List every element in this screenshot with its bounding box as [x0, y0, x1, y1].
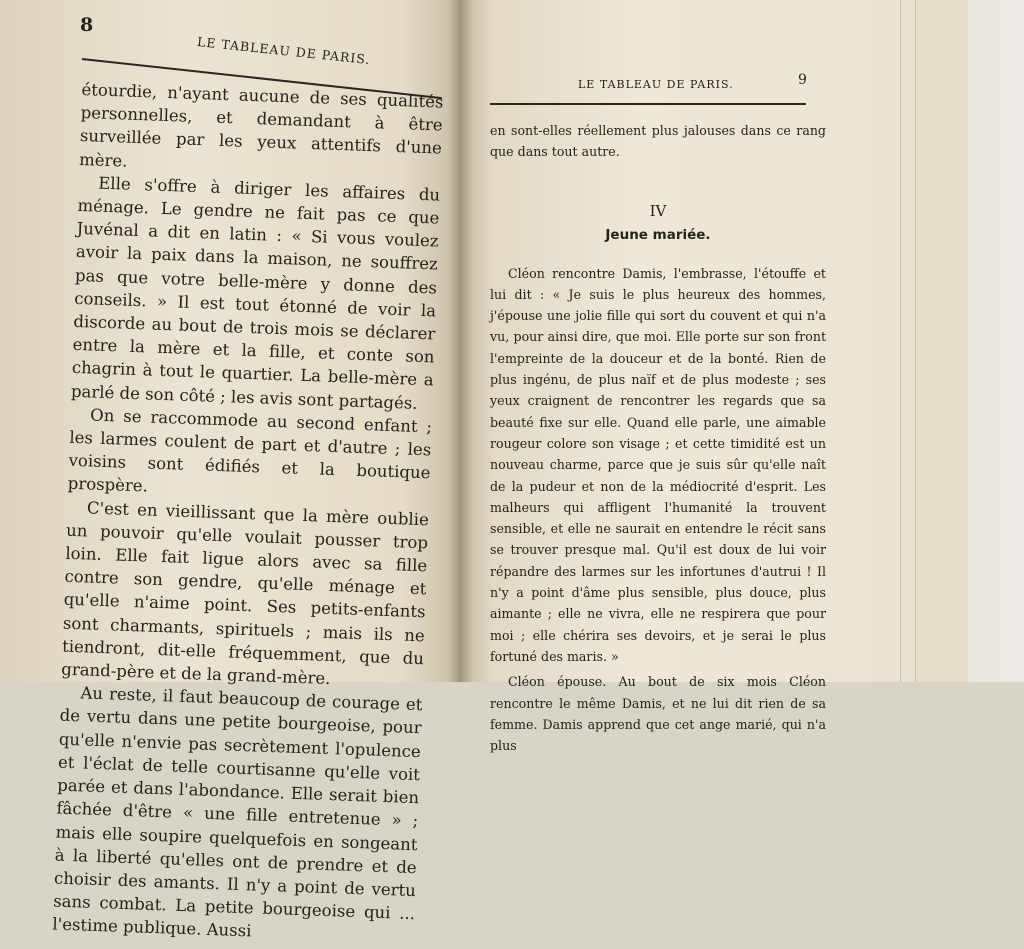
paragraph: Elle s'offre à diriger les affaires du ménage. Le gendre ne fait pas ce que Juvénal a dit en latin : « Si vous voulez avoir la paix dans la maison, ne souffrez pas que votre belle-mère y donne des conseils. » Il est tout étonné de voir la discorde au bout de trois mois se déclarer entre la mère et la fille, et conte son chagrin à tout le quartier. La belle-mère a parlé de son côté ; les avis sont partagés.: [70, 173, 441, 413]
running-head: LE TABLEAU DE PARIS.: [196, 34, 372, 68]
page-number: 8: [80, 14, 94, 36]
header-rule: [490, 103, 806, 105]
paragraph: C'est en vieillissant que la mère oublie un pouvoir qu'elle voulait pousser trop loin. Elle fait ligue alors avec sa fille contre son gendre, qu'elle ménage et qu'elle n'aime point. Ses petits-enfants sont charmants, spirituels ; mais ils ne tiendront, dit-elle fréquemment, que du grand-père et de la grand-mère.: [61, 498, 430, 689]
paragraph: Cléon épouse. Au bout de six mois Cléon rencontre le même Damis, et ne lui dit rien de sa femme. Damis apprend que cet ange marié, qui n'a plus: [490, 674, 826, 754]
paragraph: étourdie, n'ayant aucune de ses qualités personnelles, et demandant à être surveillée par les yeux attentifs d'une mère.: [78, 79, 444, 171]
page-number: 9: [798, 72, 807, 88]
paragraph: Cléon rencontre Damis, l'embrasse, l'étouffe et lui dit : « Je suis le plus heureux des hommes, j'épouse une jolie fille qui sort du couvent et qui n'a vu, pour ainsi dire, que moi. Elle porte sur son front l'empreinte de la douceur et de la bonté. Rien de plus ingénu, de plus naïf et de plus modeste ; ses yeux craignent de rencontrer les regards que sa beauté fixe sur elle. Quand elle parle, une aimable rougeur colore son visage ; et cette timidité est un nouveau charme, parce que je suis sûr qu'elle naît de la pudeur et non de la médiocrité d'esprit. Les malheurs qui affligent l'humanité la trouvent sensible, et elle ne saurait en entendre le récit sans se trouver presque mal. Qu'il est doux de lui voir répandre des larmes sur les infortunes d'autrui ! Il n'y a point d'âme plus sensible, plus douce, plus aimante ; elle ne vivra, elle ne respirera que pour moi ; elle chérira ses devoirs, et je serai le plus fortuné des maris. »: [490, 265, 826, 664]
page-stack-edge: [915, 0, 968, 682]
chapter-title: Jeune mariée.: [605, 226, 711, 243]
left-page: [0, 0, 458, 941]
left-page-text: [52, 78, 444, 949]
paragraph: Au reste, il faut beaucoup de courage et de vertu dans une petite bourgeoise, pour qu'elle n'envie pas secrètement l'opulence et l'éclat de telle courtisanne qu'elle voit parée et dans l'abondance. Elle serait bien fâchée d'être « une fille entretenue » ; mais elle soupire quelquefois en songeant à la liberté qu'elles ont de prendre et de choisir des amants. Il n'y a point de vertu sans combat. La petite bourgeoise qui ... l'estime publique. Aussi: [52, 683, 423, 941]
right-page-text: [490, 120, 826, 756]
chapter-number: IV: [649, 201, 667, 220]
paragraph: On se raccommode au second enfant ; les larmes coulent de part et d'autre ; les voisins sont édifiés et la boutique prospère.: [67, 405, 433, 496]
right-page: [458, 0, 898, 754]
paragraph: en sont-elles réellement plus jalouses dans ce rang que dans tout autre.: [490, 123, 826, 160]
running-head: LE TABLEAU DE PARIS.: [578, 78, 734, 91]
book-gutter: [448, 0, 472, 682]
